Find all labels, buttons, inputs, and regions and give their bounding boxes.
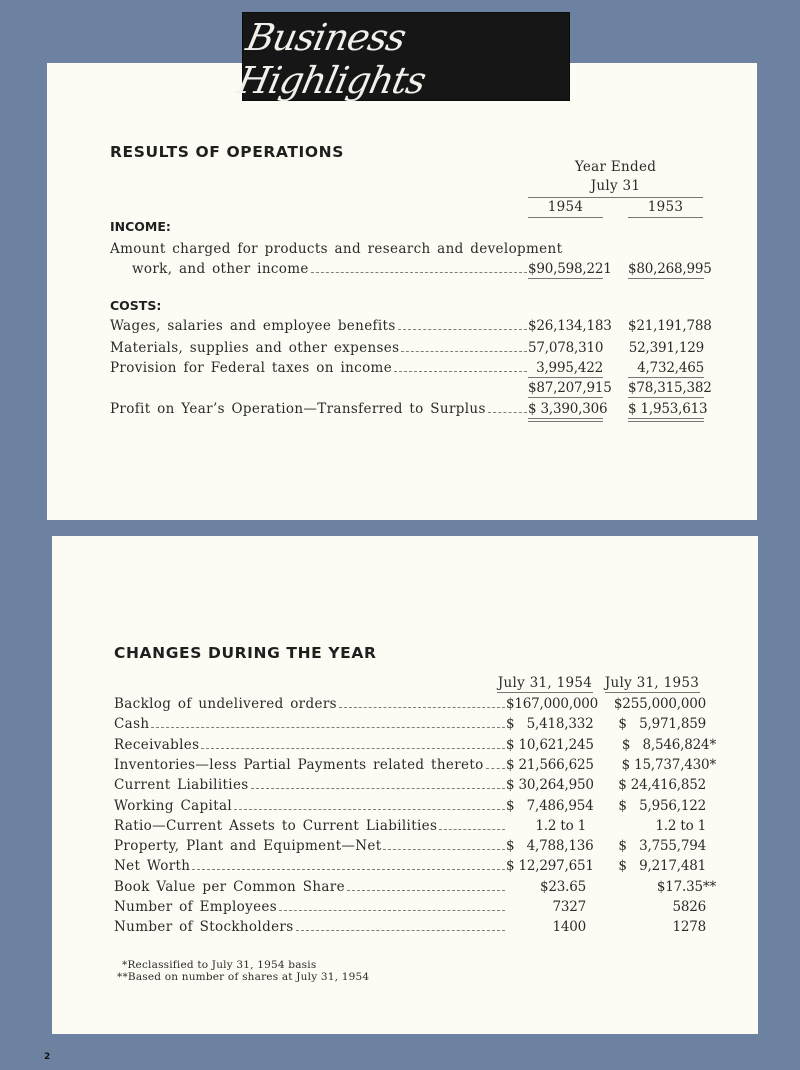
dot-leader xyxy=(296,930,506,931)
changes-row-label: Receivables xyxy=(114,736,200,753)
column-header-july-1953: July 31, 1953 xyxy=(604,675,700,691)
cost-label: Wages, salaries and employee benefits xyxy=(110,318,396,334)
cost-total-rule-1954 xyxy=(528,397,603,398)
profit-double-rule-1954 xyxy=(528,418,603,422)
july-31-label: July 31 xyxy=(590,178,641,194)
cost-value-1953: $21,191,788 xyxy=(628,318,712,334)
dot-leader xyxy=(279,910,505,911)
dot-leader xyxy=(311,272,527,273)
column-header-july-1954: July 31, 1954 xyxy=(497,675,593,691)
cost-value-1953: 4,732,465 xyxy=(637,360,704,376)
banner-title: Business Highlights xyxy=(233,15,430,102)
changes-value-1953: $ 24,416,852 xyxy=(618,777,706,794)
cost-subtotal-rule-1953 xyxy=(628,377,704,378)
changes-value-1953: $17.35** xyxy=(656,878,716,895)
costs-heading: COSTS: xyxy=(110,298,162,313)
changes-row-label: Cash xyxy=(114,716,150,733)
changes-row-label: Property, Plant and Equipment—Net xyxy=(114,838,382,855)
profit-label: Profit on Year’s Operation—Transferred to Surplus xyxy=(110,401,486,417)
cost-label: Provision for Federal taxes on income xyxy=(110,360,393,376)
dot-leader xyxy=(394,371,527,372)
changes-value-1954: $ 10,621,245 xyxy=(506,736,594,753)
cost-value-1954: $26,134,183 xyxy=(528,318,612,334)
cost-value-1954: 3,995,422 xyxy=(536,360,603,376)
changes-row-label: Current Liabilities xyxy=(114,777,249,794)
changes-value-1954: $23.65 xyxy=(539,878,586,895)
footnote-based-on-shares: **Based on number of shares at July 31, 1954 xyxy=(117,971,370,983)
changes-row-label: Number of Employees xyxy=(114,899,278,915)
changes-row-label: Inventories—less Partial Payments related thereto xyxy=(114,756,484,773)
changes-value-1954: 7327 xyxy=(552,899,586,915)
header-rule xyxy=(528,197,703,198)
changes-value-1954: 1.2 to 1 xyxy=(535,817,586,834)
income-label: work, and other income xyxy=(132,261,309,277)
changes-value-1953: 5826 xyxy=(672,899,706,915)
income-value-1954: $90,598,221 xyxy=(528,261,612,277)
cost-total-1953: $78,315,382 xyxy=(628,380,712,396)
results-of-operations-title: RESULTS OF OPERATIONS xyxy=(110,143,344,161)
changes-row-label: Backlog of undelivered orders xyxy=(114,696,337,712)
changes-row-label: Book Value per Common Share xyxy=(114,878,345,895)
changes-row-label: Net Worth xyxy=(114,858,191,875)
profit-value-1953: $ 1,953,613 xyxy=(628,401,708,417)
changes-value-1954: $ 12,297,651 xyxy=(506,858,594,875)
changes-value-1953: $ 5,956,122 xyxy=(618,797,706,814)
dot-leader xyxy=(339,707,505,708)
changes-value-1953: 1.2 to 1 xyxy=(655,817,706,834)
dot-leader xyxy=(398,329,527,330)
column-rule-1953 xyxy=(628,217,703,218)
cost-total-1954: $87,207,915 xyxy=(528,380,612,396)
changes-value-1953: $ 15,737,430* xyxy=(621,756,716,773)
changes-value-1954: $ 4,788,136 xyxy=(506,838,594,855)
cost-value-1954: 57,078,310 xyxy=(528,340,604,356)
income-description: Amount charged for products and research and development xyxy=(110,241,563,257)
dot-leader xyxy=(439,829,505,830)
changes-value-1954: $167,000,000 xyxy=(506,696,599,712)
results-of-operations-card xyxy=(47,63,757,520)
changes-during-year-title: CHANGES DURING THE YEAR xyxy=(114,644,377,662)
changes-row-label: Number of Stockholders xyxy=(114,919,294,936)
dot-leader xyxy=(251,788,505,789)
year-ended-label: Year Ended xyxy=(574,159,657,175)
changes-value-1953: 1278 xyxy=(672,919,706,936)
column-header-1953: 1953 xyxy=(647,199,684,215)
dot-leader xyxy=(383,849,505,850)
profit-value-1954: $ 3,390,306 xyxy=(528,401,608,417)
changes-row-label: Working Capital xyxy=(114,797,233,814)
dot-leader xyxy=(234,809,505,810)
dot-leader xyxy=(488,412,527,413)
dot-leader xyxy=(201,748,505,749)
cost-value-1953: 52,391,129 xyxy=(628,340,704,356)
changes-value-1954: $ 5,418,332 xyxy=(506,716,594,733)
page-number: 2 xyxy=(44,1052,51,1062)
business-highlights-banner xyxy=(233,13,569,102)
income-heading: INCOME: xyxy=(110,219,171,234)
dot-leader xyxy=(192,869,505,870)
footnote-reclassified: *Reclassified to July 31, 1954 basis xyxy=(122,959,317,971)
changes-value-1953: $ 9,217,481 xyxy=(618,858,706,875)
cost-subtotal-rule-1954 xyxy=(528,377,603,378)
column-rule-july-1954 xyxy=(497,692,593,693)
changes-value-1953: $ 5,971,859 xyxy=(618,716,706,733)
changes-value-1954: $ 30,264,950 xyxy=(506,777,594,794)
dot-leader xyxy=(486,768,505,769)
column-header-1954: 1954 xyxy=(547,199,584,215)
income-rule-1954 xyxy=(528,278,603,279)
profit-double-rule-1953 xyxy=(628,418,704,422)
changes-value-1953: $255,000,000 xyxy=(613,696,706,712)
income-value-1953: $80,268,995 xyxy=(628,261,712,277)
changes-row-label: Ratio—Current Assets to Current Liabilities xyxy=(114,817,438,834)
cost-label: Materials, supplies and other expenses xyxy=(110,340,400,356)
dot-leader xyxy=(151,727,505,728)
income-label-line1 xyxy=(110,240,563,258)
dot-leader xyxy=(347,890,505,891)
dot-leader xyxy=(401,351,527,352)
changes-value-1953: $ 3,755,794 xyxy=(618,838,706,855)
changes-value-1954: $ 7,486,954 xyxy=(506,797,594,814)
column-rule-july-1953 xyxy=(605,692,700,693)
changes-value-1953: $ 8,546,824* xyxy=(621,736,716,753)
income-rule-1953 xyxy=(628,278,704,279)
changes-value-1954: $ 21,566,625 xyxy=(506,756,594,773)
column-rule-1954 xyxy=(528,217,603,218)
changes-value-1954: 1400 xyxy=(552,919,586,936)
cost-total-rule-1953 xyxy=(628,397,704,398)
